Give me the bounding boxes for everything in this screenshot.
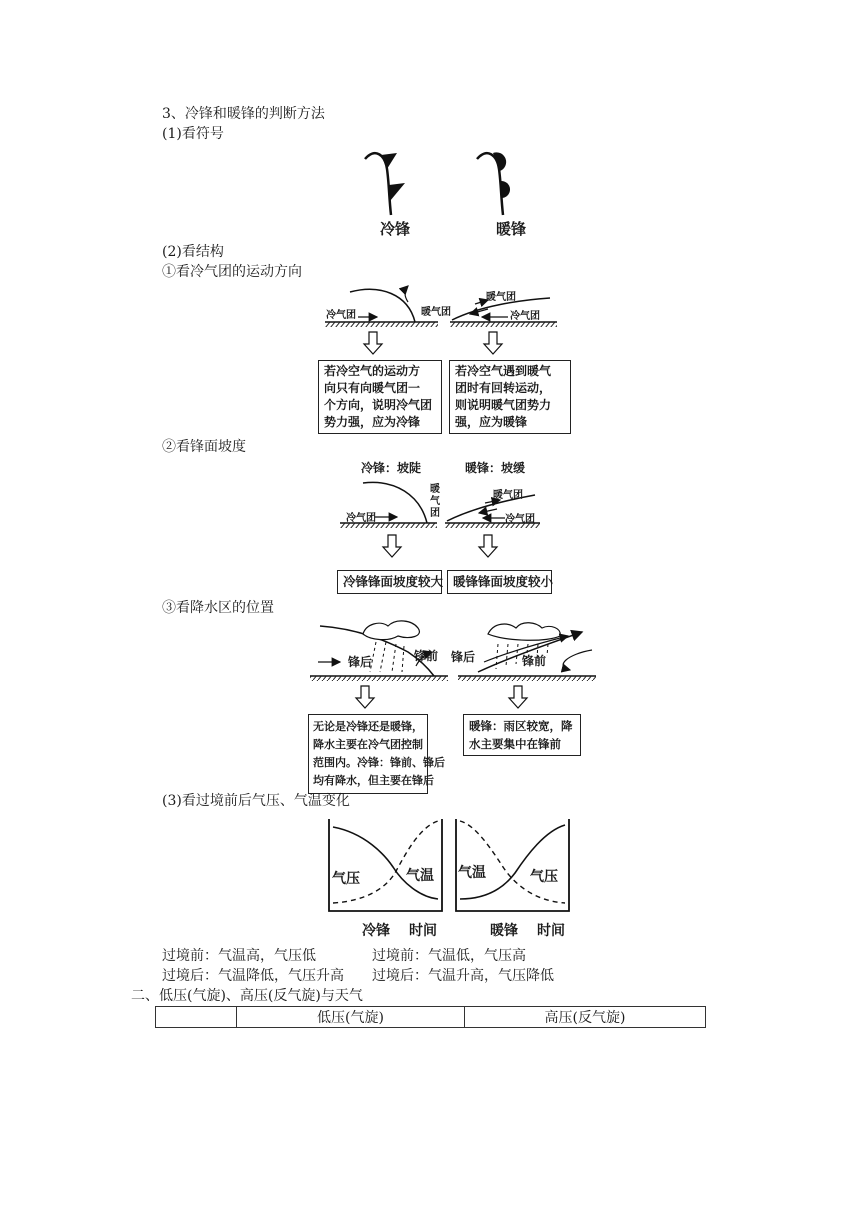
behind-front-label: 锋后: [348, 655, 373, 669]
cold-front-slope-heading: 冷锋：坡陡: [361, 461, 422, 475]
down-arrow-icon: [479, 535, 497, 557]
down-arrow-icon: [356, 686, 374, 708]
cloud-icon: [488, 623, 560, 641]
ahead-front-label-right: 锋前: [522, 654, 547, 668]
cold-air-mass-label: 冷气团: [326, 310, 356, 321]
temperature-label-right: 气温: [458, 865, 486, 881]
warm-front-label: 暖锋: [496, 220, 527, 238]
warm-front-axis-label: 暖锋: [490, 923, 518, 939]
down-arrow-icon: [364, 332, 382, 354]
warm-air-mass-label: 暖气团: [493, 490, 523, 501]
time-axis-label-right: 时间: [537, 923, 565, 939]
cold-air-mass-label-right: 冷气团: [510, 311, 540, 322]
cold-front-axis-label: 冷锋: [362, 923, 390, 939]
temperature-label-left: 气温: [406, 868, 434, 884]
behind-front-label-right: 锋后: [451, 650, 476, 664]
sub-2-title: ②看锋面坡度: [162, 439, 246, 455]
warm-front-before-text: 过境前：气温低，气压高: [372, 948, 526, 964]
warm-front-symbol: [477, 152, 510, 215]
warm-front-explanation-box: 若冷空气遇到暖气 团时有回转运动， 则说明暖气团势力 强，应为暖锋: [449, 360, 571, 434]
cold-front-explanation-box: 若冷空气的运动方 向只有向暖气团一 个方向，说明冷气团 势力强，应为冷锋: [318, 360, 442, 434]
precipitation-warm-box: 暖锋：雨区较宽，降 水主要集中在锋前: [463, 714, 581, 756]
step-2-title: (2)看结构: [162, 244, 224, 260]
sub-1-title: ①看冷气团的运动方向: [162, 264, 302, 280]
cold-front-graph: [329, 819, 442, 911]
down-arrow-icon: [383, 535, 401, 557]
cold-front-symbol: [365, 153, 405, 215]
step-1-title: (1)看符号: [162, 126, 224, 142]
warm-air-mass-vertical-label: 暖 气 团: [430, 484, 440, 519]
table-header-cell: 低压(气旋): [237, 1007, 465, 1028]
warm-air-mass-label: 暖气团: [421, 307, 451, 318]
time-axis-label-left: 时间: [409, 923, 437, 939]
pressure-label-left: 气压: [332, 871, 360, 887]
precipitation-cold-box: 无论是冷锋还是暖锋， 降水主要在冷气团控制 范围内。冷锋：锋前、锋后 均有降水，但主要在锋后: [308, 714, 428, 794]
cold-front-after-text: 过境后：气温降低，气压升高: [162, 968, 344, 984]
section-heading: 3、冷锋和暖锋的判断方法: [162, 106, 325, 122]
table-row: [156, 1007, 706, 1028]
pressure-temperature-graphs: [325, 815, 575, 915]
pressure-label-right: 气压: [530, 869, 558, 885]
cold-front-label: 冷锋: [380, 220, 411, 238]
sub-3-title: ③看降水区的位置: [162, 600, 274, 616]
section-2-heading: 二、低压(气旋)、高压(反气旋)与天气: [131, 988, 363, 1004]
ahead-front-label: 锋前: [414, 649, 439, 663]
cloud-icon: [363, 621, 419, 640]
warm-front-slope-box: 暖锋锋面坡度较小: [447, 570, 552, 594]
pressure-weather-table: [155, 1006, 706, 1028]
table-header-cell: 高压(反气旋): [465, 1007, 706, 1028]
cold-front-before-text: 过境前：气温高，气压低: [162, 948, 316, 964]
down-arrow-icon: [509, 686, 527, 708]
warm-air-mass-label-right: 暖气团: [486, 292, 516, 303]
step-3-title: (3)看过境前后气压、气温变化: [162, 793, 350, 809]
cold-front-slope-box: 冷锋锋面坡度较大: [337, 570, 442, 594]
table-header-cell: [156, 1007, 237, 1028]
cold-air-mass-label: 冷气团: [346, 513, 376, 524]
down-arrow-icon: [484, 332, 502, 354]
warm-front-after-text: 过境后：气温升高，气压降低: [372, 968, 554, 984]
cold-air-mass-label-right: 冷气团: [505, 514, 535, 525]
warm-front-slope-heading: 暖锋：坡缓: [465, 461, 526, 475]
